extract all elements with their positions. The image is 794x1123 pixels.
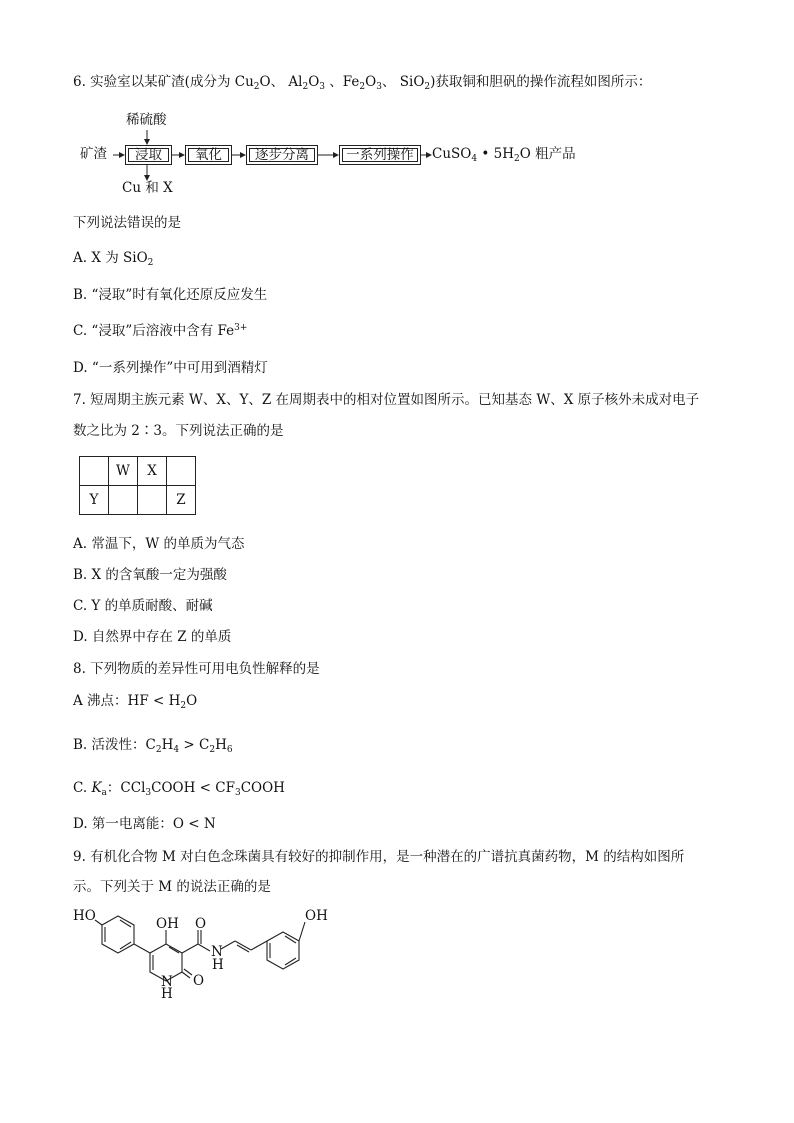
q6-option-a: A. X 为 SiO$_2$	[73, 250, 154, 268]
q8-option-a: A 沸点：HF < $H_2O$	[73, 693, 198, 711]
label-oh-mid: OH	[156, 916, 179, 932]
q7-option-a: A. 常温下，W 的单质为气态	[73, 536, 245, 552]
label-h-ring: H	[161, 986, 173, 1002]
flow-input: 矿渣	[80, 146, 107, 162]
label-oh-right: OH	[305, 908, 328, 924]
q8-option-d: D. 第一电离能：O < N	[73, 816, 216, 832]
q7-option-d: D. 自然界中存在 Z 的单质	[73, 629, 232, 645]
table-cell: Z	[167, 486, 196, 515]
table-cell: W	[109, 457, 138, 486]
q6-option-b: B. “浸取”时有氧化还原反应发生	[73, 287, 268, 303]
q7-option-c: C. Y 的单质耐酸、耐碱	[73, 598, 213, 614]
q8-option-b: B. 活泼性：$C_2H_4 > C_2H_6$	[73, 737, 233, 755]
q9-stem-line1: 9. 有机化合物 M 对白色念珠菌具有较好的抑制作用，是一种潜在的广谱抗真菌药物，M 的结构如图所	[73, 849, 685, 865]
q6-option-d: D. “一系列操作”中可用到酒精灯	[73, 360, 268, 376]
table-cell: Y	[80, 486, 109, 515]
flow-product: CuSO$_4$ • $5H_2O$ 粗产品	[432, 146, 576, 164]
q6-stem: 6. 实验室以某矿渣(成分为 $Cu_2O$、 $Al_2O_3$ 、$Fe_2O_3$、 SiO$_2$)获取铜和胆矾的操作流程如图所示：	[73, 74, 652, 92]
flow-byproduct: Cu 和 X	[122, 180, 173, 196]
label-o-ring: O	[193, 973, 205, 989]
q7-stem-line2: 数之比为 2∶3。下列说法正确的是	[73, 423, 284, 439]
label-ho-left: HO	[73, 908, 96, 924]
q8-option-c: C. $K_a$：CCl$_3$COOH < $CF_3COOH$	[73, 780, 285, 798]
table-cell: X	[138, 457, 167, 486]
flow-step-series: 一系列操作	[339, 145, 421, 165]
q6-question: 下列说法错误的是	[73, 215, 181, 231]
q9-stem-line2: 示。下列关于 M 的说法正确的是	[73, 879, 271, 895]
flow-step-separate: 逐步分离	[246, 145, 318, 165]
q7-stem-line1: 7. 短周期主族元素 W、X、Y、Z 在周期表中的相对位置如图所示。已知基态 W、X 原子核外未成对电子	[73, 392, 700, 408]
q7-option-b: B. X 的含氧酸一定为强酸	[73, 567, 227, 583]
flow-step-leach: 浸取	[125, 145, 172, 165]
label-h-amide: H	[212, 957, 224, 973]
flow-reagent: 稀硫酸	[126, 112, 167, 128]
label-n-amide: N	[211, 944, 223, 960]
label-n-ring: N	[161, 974, 173, 990]
q8-stem: 8. 下列物质的差异性可用电负性解释的是	[73, 661, 320, 677]
q6-option-c: C. “浸取”后溶液中含有 $Fe^{3+}$	[73, 323, 248, 339]
flow-step-oxidize: 氧化	[185, 145, 232, 165]
label-o-amide: O	[195, 916, 207, 932]
